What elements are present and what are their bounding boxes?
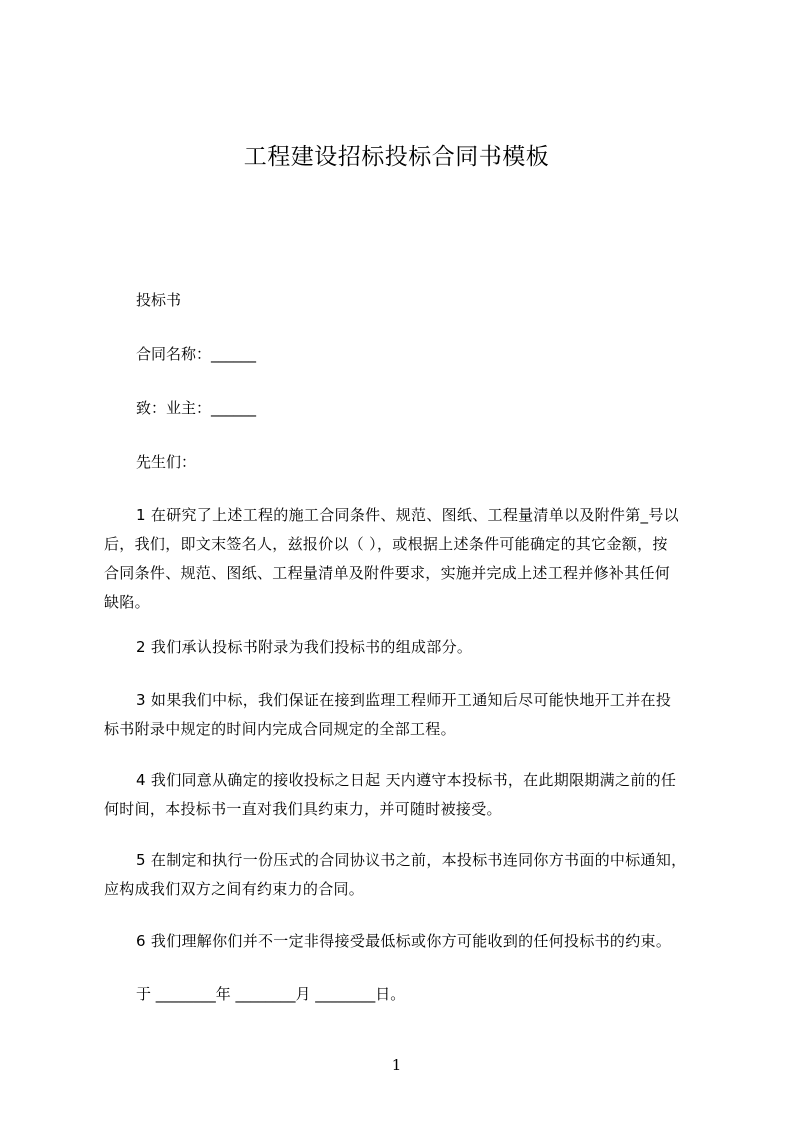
page-title: 工程建设招标投标合同书模板 [243, 144, 550, 170]
contract-name-line: 合同名称：______ [136, 345, 257, 363]
clause-4 [104, 766, 704, 824]
clause-5-line-1: 5 在制定和执行一份压式的合同协议书之前，本投标书连同你方书面的中标通知， [136, 851, 687, 869]
clause-4-line-1: 4 我们同意从确定的接收投标之日起 天内遵守本投标书，在此期限期满之前的任 [136, 771, 677, 789]
salutation: 先生们： [136, 453, 197, 471]
clause-2-line-1: 2 我们承认投标书附录为我们投标书的组成部分。 [136, 638, 473, 656]
date-line: 于 ________年 ________月 ________日。 [136, 985, 406, 1003]
clause-6 [104, 927, 704, 956]
clause-1-line-1: 1 在研究了上述工程的施工合同条件、规范、图纸、工程量清单以及附件第_号以 [136, 506, 679, 524]
clause-3-line-1: 3 如果我们中标，我们保证在接到监理工程师开工通知后尽可能快地开工并在投 [136, 691, 672, 709]
page-number: 1 [391, 1056, 402, 1074]
section-heading: 投标书 [136, 291, 182, 309]
clause-1-line-3: 合同条件、规范、图纸、工程量清单及附件要求，实施并完成上述工程并修补其任何 [104, 564, 671, 582]
clause-1-line-4: 缺陷。 [104, 593, 150, 611]
clause-5-line-2: 应构成我们双方之间有约束力的合同。 [104, 880, 365, 898]
clause-1-line-2: 后，我们，即文末签名人，兹报价以（ ），或根据上述条件可能确定的其它金额，按 [104, 535, 668, 553]
to-owner-line: 致：业主：______ [136, 399, 257, 417]
clause-6-line-1: 6 我们理解你们并不一定非得接受最低标或你方可能收到的任何投标书的约束。 [136, 932, 672, 950]
clause-3-line-2: 标书附录中规定的时间内完成合同规定的全部工程。 [104, 720, 456, 738]
clause-2 [104, 633, 704, 662]
clause-1 [104, 501, 704, 617]
clause-5 [104, 846, 704, 904]
clause-4-line-2: 何时间，本投标书一直对我们具约束力，并可随时被接受。 [104, 800, 502, 818]
clause-3 [104, 686, 704, 744]
